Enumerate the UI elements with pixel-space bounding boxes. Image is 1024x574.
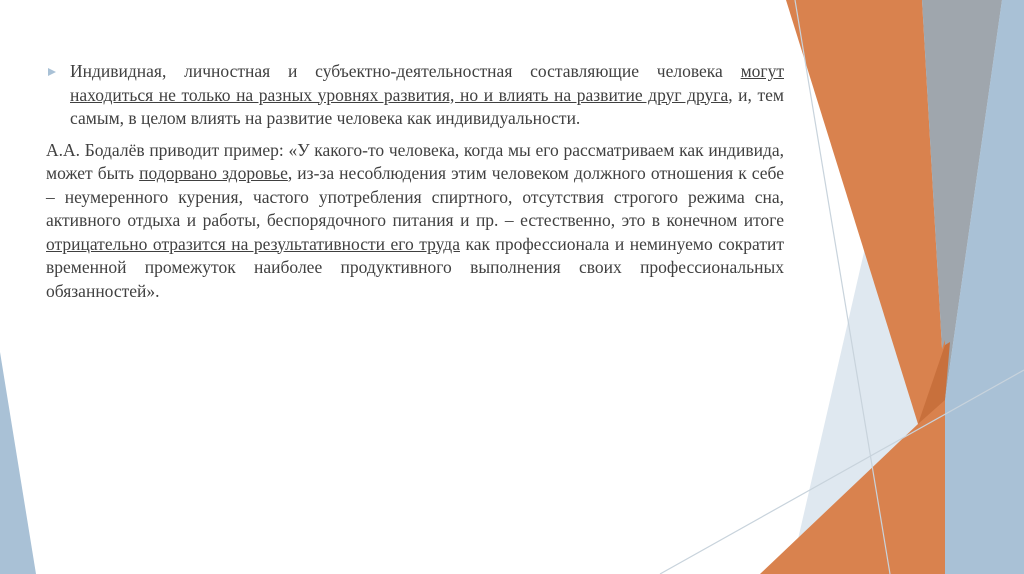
quote-paragraph <box>46 139 784 304</box>
quote-underlined-segment-2: отрицательно отразится на результативности его труда <box>46 233 460 254</box>
quote-segment-5: как профессионала и неминуемо сократит временной промежуток наиболее продуктивного выполнения своих профессиональных обязанностей». <box>46 233 784 301</box>
bullet-text-underlined-segment: могут находиться не только на разных уровнях развития, но и влиять на развитие друг друга <box>70 61 784 105</box>
bullet-text-segment-3: , и, тем самым, в целом влиять на развитие человека как индивидуальности. <box>70 84 784 128</box>
bullet-text-segment-1: Индивидная, личностная и субъектно-деятельностная составляющие человека <box>70 61 741 81</box>
quote-underlined-segment-1: подорвано здоровье <box>139 163 288 183</box>
bullet-text <box>70 60 784 131</box>
triangle-bullet-icon <box>48 68 56 76</box>
left-blue-wedge <box>0 352 36 574</box>
quote-segment-3: , из-за несоблюдения этим человеком должного отношения к себе – неумеренного курения, частого употребления спиртного, отсутствия строгого режима сна, активного отдыха и работы, беспорядочного питания и пр. – естественно, это в конечном итоге <box>46 163 784 230</box>
bullet-item <box>46 60 784 131</box>
quote-segment-1: А.А. Бодалёв приводит пример: «У какого-то человека, когда мы его рассматриваем как индивида, может быть <box>46 139 784 183</box>
slide-content <box>46 60 784 303</box>
